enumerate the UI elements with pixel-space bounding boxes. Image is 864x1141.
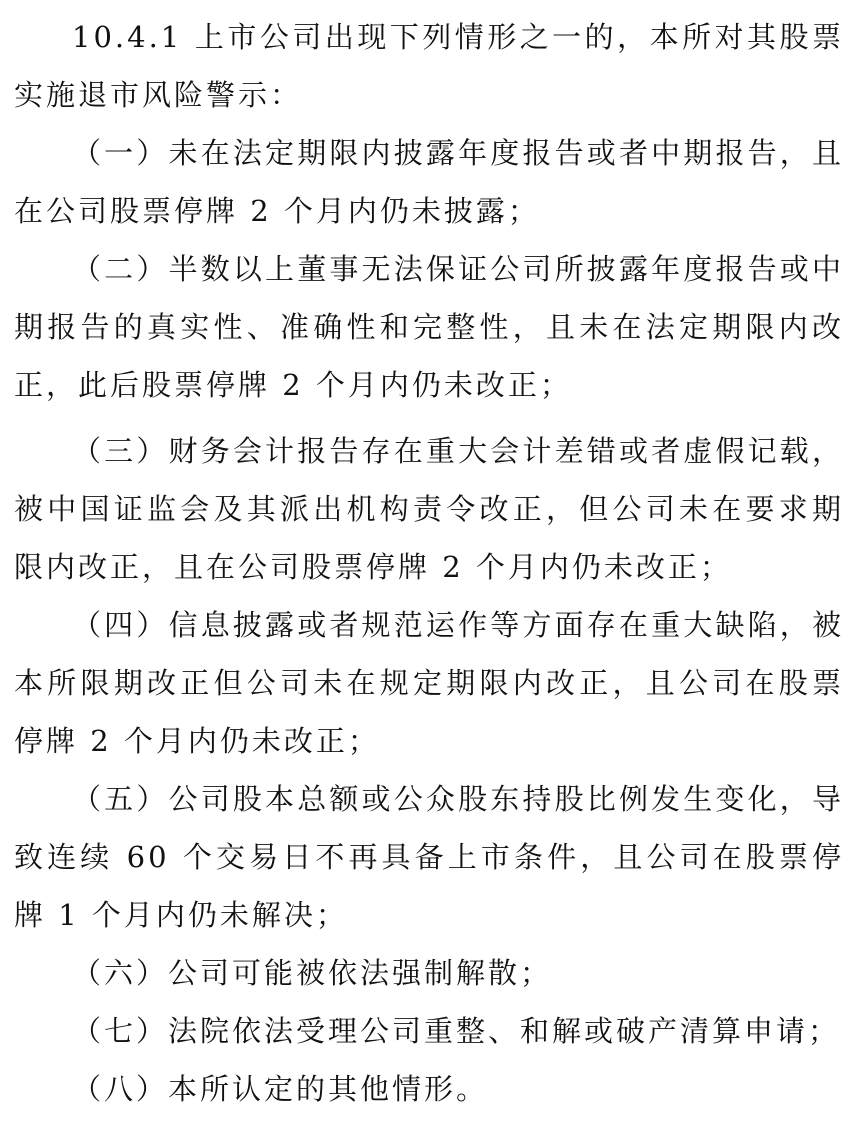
clause-3-paragraph: （三）财务会计报告存在重大会计差错或者虚假记载，被中国证监会及其派出机构责令改正，但公司未在要求期限内改正，且在公司股票停牌 2 个月内仍未改正； <box>14 434 844 584</box>
article-heading-paragraph: 10.4.1 上市公司出现下列情形之一的，本所对其股票实施退市风险警示： <box>14 20 844 112</box>
clause-4-paragraph: （四）信息披露或者规范运作等方面存在重大缺陷，被本所限期改正但公司未在规定期限内改正，且公司在股票停牌 2 个月内仍未改正； <box>14 608 844 758</box>
clause-6-paragraph: （六）公司可能被依法强制解散； <box>72 956 553 990</box>
clause-1-paragraph: （一）未在法定期限内披露年度报告或者中期报告，且在公司股票停牌 2 个月内仍未披露； <box>14 136 844 228</box>
document-body <box>14 8 844 1118</box>
clause-7-paragraph: （七）法院依法受理公司重整、和解或破产清算申请； <box>72 1014 841 1048</box>
clause-8-paragraph: （八）本所认定的其他情形。 <box>72 1072 489 1106</box>
clause-2-paragraph: （二）半数以上董事无法保证公司所披露年度报告或中期报告的真实性、准确性和完整性，且未在法定期限内改正，此后股票停牌 2 个月内仍未改正； <box>14 252 844 402</box>
clause-5-paragraph: （五）公司股本总额或公众股东持股比例发生变化，导致连续 60 个交易日不再具备上市条件，且公司在股票停牌 1 个月内仍未解决； <box>14 782 844 932</box>
